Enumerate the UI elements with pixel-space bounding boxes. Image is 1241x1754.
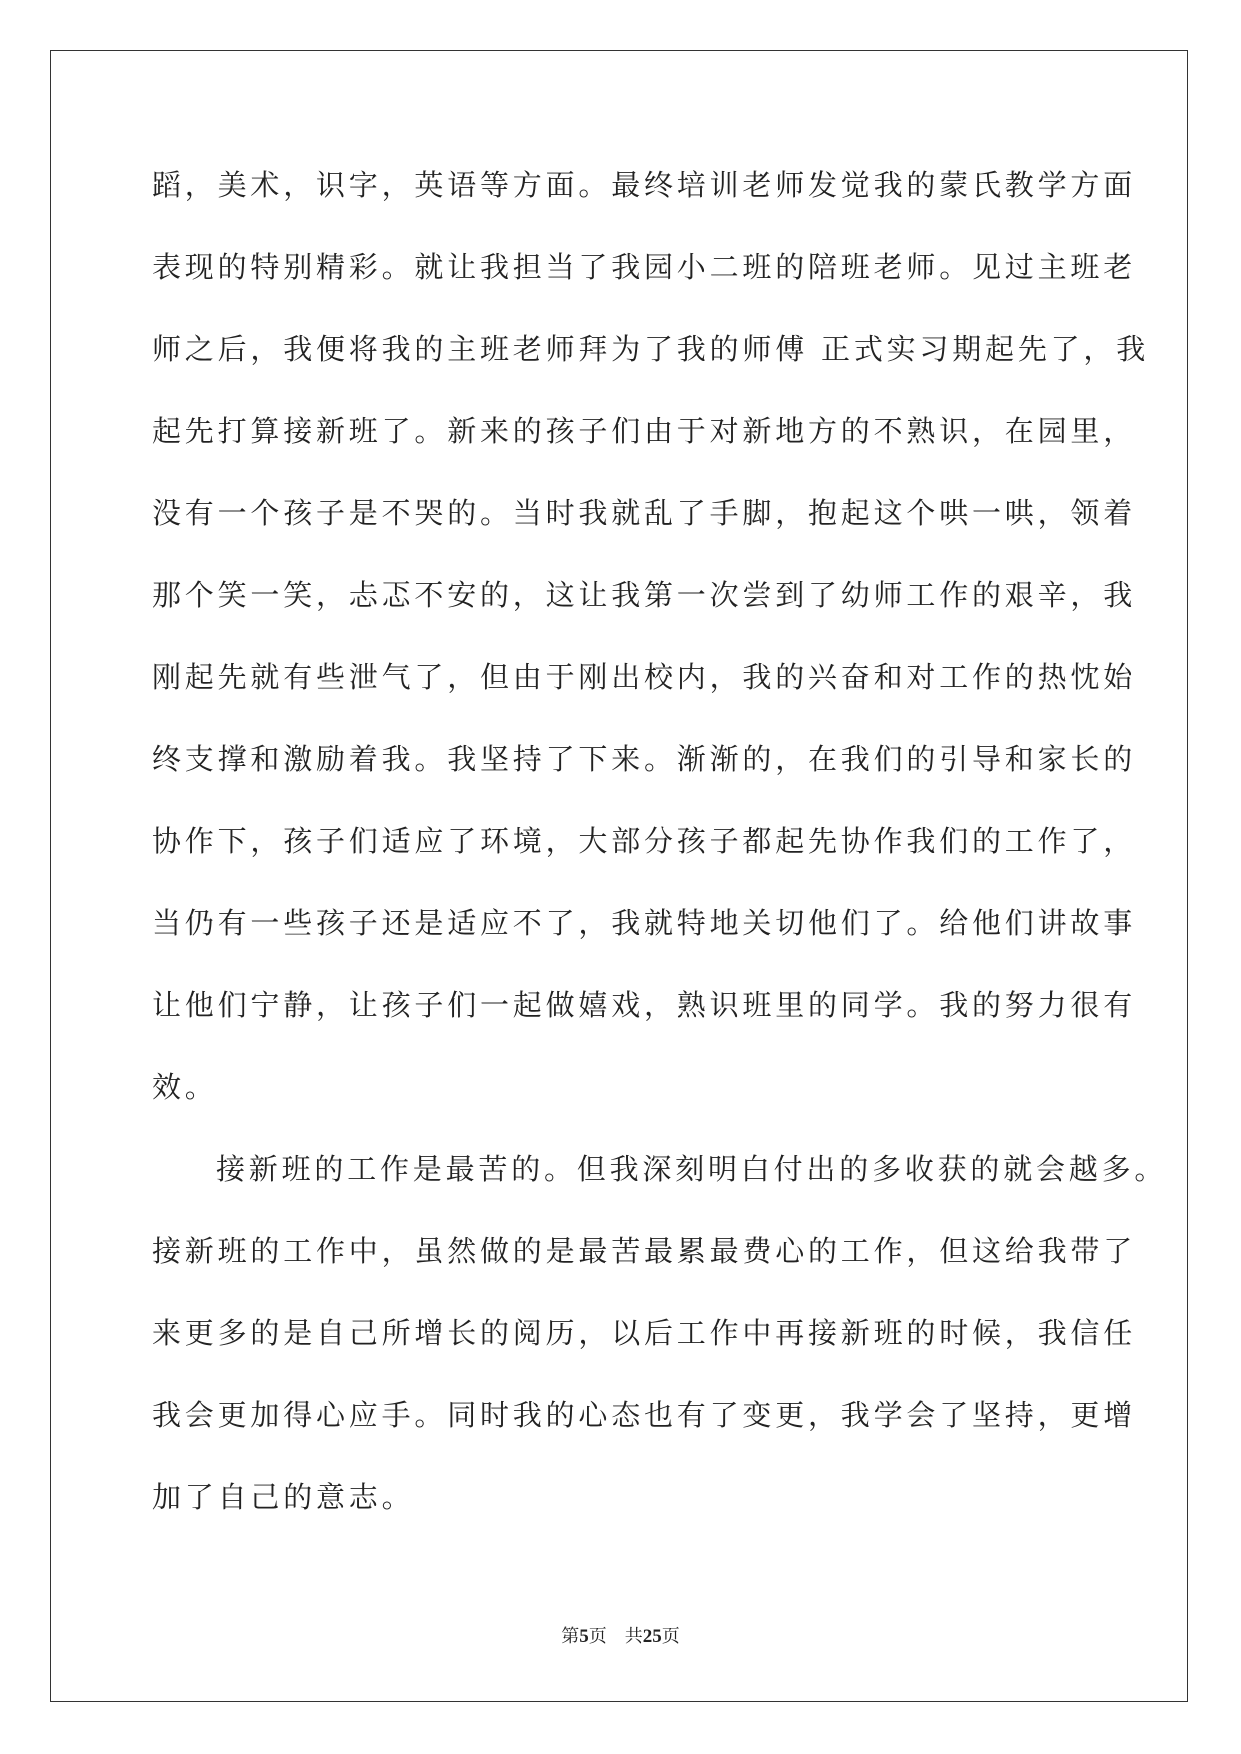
text-line: 表现的特别精彩。就让我担当了我园小二班的陪班老师。见过主班老	[152, 250, 1137, 284]
text-line: 刚起先就有些泄气了，但由于刚出校内，我的兴奋和对工作的热忱始	[152, 660, 1137, 694]
text-line: 那个笑一笑，忐忑不安的，这让我第一次尝到了幼师工作的艰辛，我	[152, 578, 1137, 612]
text-line: 让他们宁静，让孩子们一起做嬉戏，熟识班里的同学。我的努力很有	[152, 988, 1137, 1022]
text-line: 加了自己的意志。	[152, 1480, 415, 1514]
text-line: 终支撑和激励着我。我坚持了下来。渐渐的，在我们的引导和家长的	[152, 742, 1137, 776]
text-line: 协作下，孩子们适应了环境，大部分孩子都起先协作我们的工作了，	[152, 824, 1137, 858]
text-line: 来更多的是自己所增长的阅历，以后工作中再接新班的时候，我信任	[152, 1316, 1137, 1350]
page-prefix: 第	[561, 1626, 580, 1647]
total-pages: 25	[642, 1626, 662, 1647]
page-suffix: 页	[588, 1626, 607, 1647]
text-line: 效。	[152, 1070, 218, 1104]
text-line: 起先打算接新班了。新来的孩子们由于对新地方的不熟识，在园里，	[152, 414, 1137, 448]
text-line: 接新班的工作中，虽然做的是最苦最累最费心的工作，但这给我带了	[152, 1234, 1137, 1268]
paragraph-start-line: 接新班的工作是最苦的。但我深刻明白付出的多收获的就会越多。	[216, 1152, 1168, 1186]
text-line: 我会更加得心应手。同时我的心态也有了变更，我学会了坚持，更增	[152, 1398, 1137, 1432]
document-body	[152, 160, 1168, 1554]
text-line: 师之后，我便将我的主班老师拜为了我的师傅 正式实习期起先了，我	[152, 332, 1150, 366]
total-suffix: 页	[661, 1626, 680, 1647]
page-number: 5	[579, 1626, 589, 1647]
page-footer	[0, 1622, 1241, 1648]
text-line: 当仍有一些孩子还是适应不了，我就特地关切他们了。给他们讲故事	[152, 906, 1137, 940]
total-prefix: 共	[624, 1626, 643, 1647]
text-line: 没有一个孩子是不哭的。当时我就乱了手脚，抱起这个哄一哄，领着	[152, 496, 1137, 530]
text-line: 蹈，美术，识字，英语等方面。最终培训老师发觉我的蒙氏教学方面	[152, 168, 1137, 202]
